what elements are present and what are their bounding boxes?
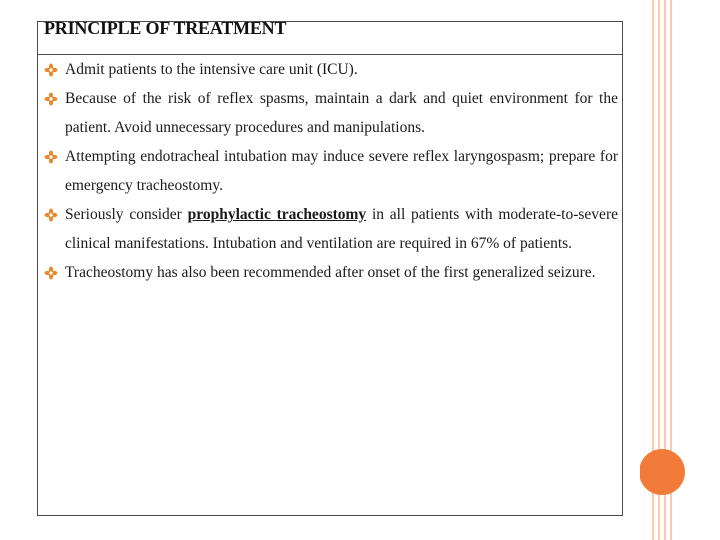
slide-decoration xyxy=(640,0,720,540)
bullet-text: Because of the risk of reflex spasms, maintain a dark and quiet environment for the patient. Avoid unnecessary procedures and manipulations. xyxy=(65,90,618,136)
bullet-item xyxy=(38,55,624,84)
bullet-emphasis: prophylactic tracheostomy xyxy=(187,206,367,223)
flower-bullet-icon xyxy=(44,208,58,222)
flower-bullet-icon xyxy=(44,92,58,106)
bullet-item xyxy=(38,200,624,258)
flower-bullet-icon xyxy=(44,266,58,280)
bullet-item xyxy=(38,142,624,200)
bullet-item xyxy=(38,258,624,287)
flower-bullet-icon xyxy=(44,63,58,77)
title-bar xyxy=(38,18,622,55)
bullet-text: Seriously consider prophylactic tracheostomy in all patients with moderate-to-severe clinical manifestations. Intubation and ventilation are required in 67% of patients. xyxy=(65,206,618,252)
content-box xyxy=(37,18,623,516)
slide-title: PRINCIPLE OF TREATMENT xyxy=(44,18,287,38)
bullet-text: Tracheostomy has also been recommended after onset of the first generalized seizure. xyxy=(65,264,596,281)
flower-bullet-icon xyxy=(44,150,58,164)
bullet-text: Attempting endotracheal intubation may induce severe reflex laryngospasm; prepare for emergency tracheostomy. xyxy=(65,148,618,194)
bullet-text: Admit patients to the intensive care unit (ICU). xyxy=(65,61,358,78)
decorative-circle xyxy=(640,449,685,495)
bullet-item xyxy=(38,84,624,142)
bullet-list xyxy=(38,55,624,287)
